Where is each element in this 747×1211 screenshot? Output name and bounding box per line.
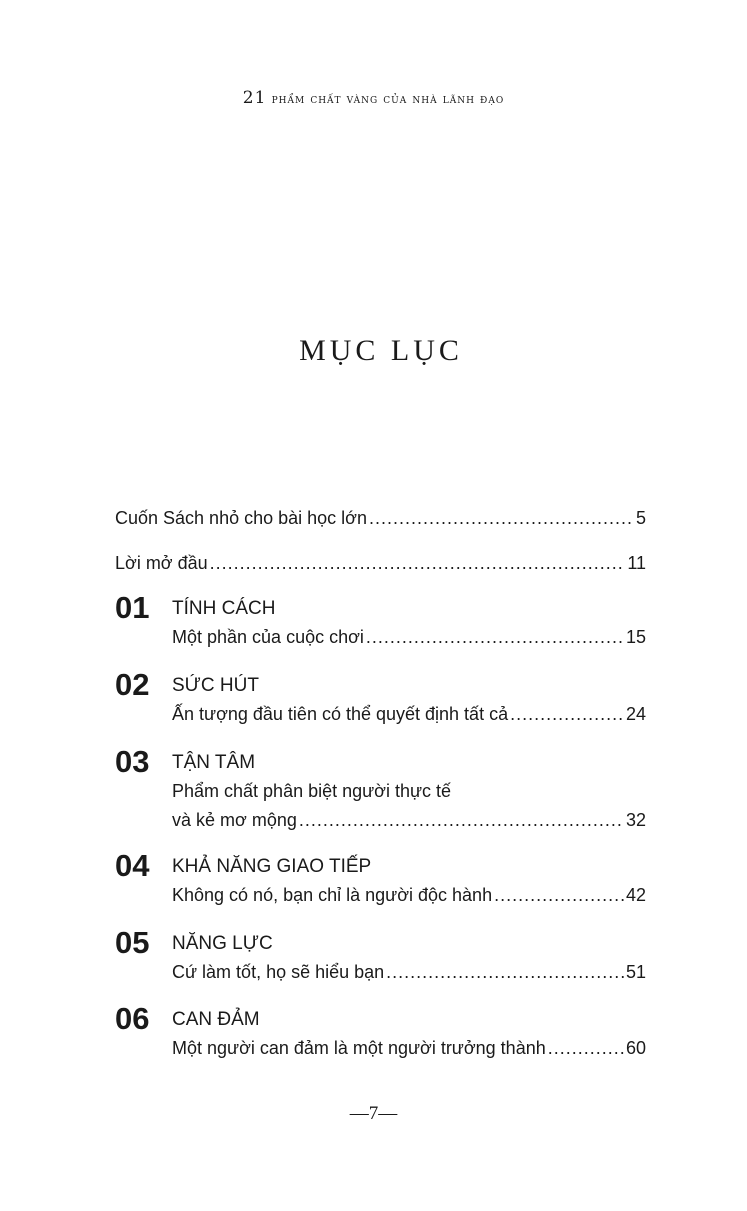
- chapter-subtitle: Phẩm chất phân biệt người thực tế: [172, 781, 452, 801]
- chapter-page: 32: [625, 810, 646, 830]
- chapter-page: 42: [625, 885, 646, 905]
- dot-leader: [386, 962, 624, 983]
- dot-leader: [366, 627, 624, 648]
- dot-leader: [369, 508, 634, 529]
- chapter-page: 60: [625, 1038, 646, 1058]
- chapter-number: 01: [115, 590, 150, 625]
- header-number: 21: [242, 88, 267, 108]
- chapter-name: NĂNG LỰC: [172, 933, 273, 954]
- dot-leader: [548, 1038, 624, 1059]
- chapter-number: 02: [115, 667, 150, 702]
- chapter-subtitle: Một phần của cuộc chơi: [172, 627, 364, 647]
- chapter-page: 24: [625, 704, 646, 724]
- toc-entry-intro-2[interactable]: [115, 553, 646, 582]
- chapter-subtitle: Một người can đảm là một người trưởng thành: [172, 1038, 546, 1058]
- entry-title: Cuốn Sách nhỏ cho bài học lớn: [115, 508, 367, 528]
- chapter-subtitle: Không có nó, bạn chỉ là người độc hành: [172, 885, 493, 905]
- dot-leader: [299, 810, 624, 831]
- entry-title: Lời mở đầu: [115, 553, 208, 573]
- entry-page: 5: [635, 508, 646, 528]
- chapter-subtitle: Ấn tượng đầu tiên có thể quyết định tất cả: [172, 704, 509, 724]
- chapter-number: 05: [115, 925, 150, 960]
- running-header: [0, 88, 747, 108]
- chapter-number: 06: [115, 1001, 150, 1036]
- entry-page: 11: [627, 553, 646, 573]
- dot-leader: [210, 553, 626, 574]
- toc-entry-intro-1[interactable]: [115, 508, 646, 537]
- chapter-name: TẬN TÂM: [172, 752, 256, 773]
- dot-leader: [494, 885, 624, 906]
- page-number: —7—: [349, 1103, 398, 1124]
- header-text: phẩm chất vàng của nhà lãnh đạo: [271, 92, 505, 107]
- page-title: MỤC LỤC: [299, 334, 463, 367]
- chapter-name: KHẢ NĂNG GIAO TIẾP: [172, 856, 372, 877]
- chapter-number: 03: [115, 744, 150, 779]
- chapter-name: CAN ĐẢM: [172, 1009, 260, 1030]
- chapter-subtitle: Cứ làm tốt, họ sẽ hiểu bạn: [172, 962, 385, 982]
- chapter-name: TÍNH CÁCH: [172, 598, 276, 619]
- chapter-page: 15: [625, 627, 646, 647]
- chapter-number: 04: [115, 848, 150, 883]
- dot-leader: [510, 704, 624, 725]
- chapter-name: SỨC HÚT: [172, 675, 259, 696]
- chapter-page: 51: [625, 962, 646, 982]
- chapter-subtitle: và kẻ mơ mộng: [172, 810, 297, 830]
